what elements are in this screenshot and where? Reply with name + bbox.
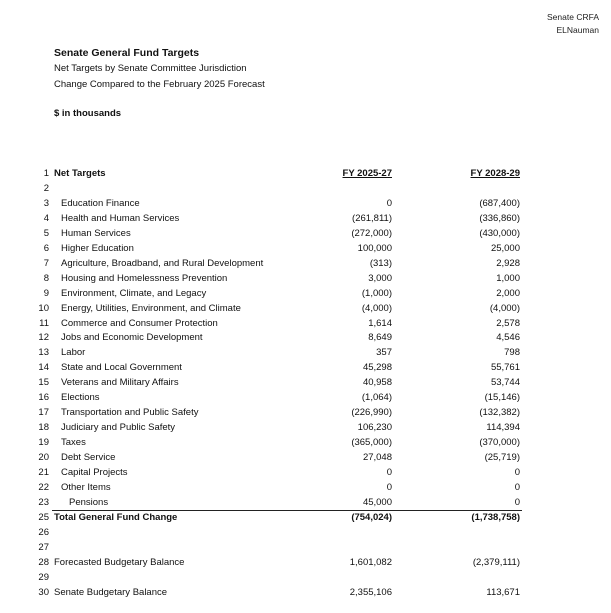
total-rule (52, 510, 522, 511)
row-label: Veterans and Military Affairs (61, 377, 179, 389)
row-number: 10 (38, 302, 49, 314)
table-row (0, 405, 611, 420)
table-row (0, 435, 611, 450)
row-number: 5 (43, 227, 49, 239)
row-number: 7 (43, 257, 49, 269)
value-fy2025-27: 100,000 (357, 242, 392, 254)
value-fy2025-27: 1,601,082 (349, 556, 392, 568)
row-number: 12 (38, 332, 49, 344)
row-label: Transportation and Public Safety (61, 407, 199, 419)
value-fy2028-29: 55,761 (490, 362, 520, 374)
value-fy2028-29: (2,379,111) (472, 556, 520, 568)
table-row (0, 241, 611, 256)
value-fy2025-27: (226,990) (351, 407, 392, 419)
value-fy2028-29: (25,719) (484, 452, 520, 464)
row-number: 25 (38, 511, 49, 523)
value-fy2028-29: (687,400) (479, 197, 520, 209)
value-fy2028-29: 0 (514, 481, 520, 493)
row-label: Forecasted Budgetary Balance (54, 556, 185, 568)
row-number: 14 (38, 362, 49, 374)
value-fy2028-29: (1,738,758) (471, 511, 520, 523)
table-row (0, 181, 611, 196)
row-label: Commerce and Consumer Protection (61, 317, 218, 329)
row-label: Human Services (61, 227, 131, 239)
row-number: 19 (38, 437, 49, 449)
row-label: Net Targets (54, 168, 106, 179)
table-row (0, 226, 611, 241)
row-label: Education Finance (61, 197, 140, 209)
row-label: Debt Service (61, 452, 116, 464)
table-row (0, 360, 611, 375)
document-title: Senate General Fund Targets (54, 47, 200, 59)
table-row (0, 196, 611, 211)
row-number: 4 (43, 212, 49, 224)
table-row (0, 465, 611, 480)
table-row (0, 480, 611, 495)
value-fy2028-29: (15,146) (484, 392, 520, 404)
value-fy2025-27: (4,000) (361, 302, 392, 314)
table-row (0, 510, 611, 525)
table-row (0, 570, 611, 585)
row-number: 6 (43, 242, 49, 254)
column-header-fy2025-27: FY 2025-27 (342, 168, 392, 179)
row-number: 11 (39, 317, 49, 329)
row-number: 8 (43, 272, 49, 284)
value-fy2028-29: 798 (504, 347, 520, 359)
value-fy2028-29: (430,000) (479, 227, 520, 239)
row-number: 20 (38, 452, 49, 464)
value-fy2028-29: 2,578 (496, 317, 520, 329)
row-label: Elections (61, 392, 100, 404)
table-row (0, 390, 611, 405)
row-number: 9 (43, 287, 49, 299)
row-number: 16 (38, 392, 49, 404)
units-label: $ in thousands (54, 108, 122, 119)
value-fy2025-27: (1,064) (361, 392, 392, 404)
table-row (0, 301, 611, 316)
value-fy2025-27: 0 (386, 467, 392, 478)
value-fy2025-27: (365,000) (351, 437, 392, 449)
row-label: Housing and Homelessness Prevention (61, 272, 228, 284)
value-fy2025-27: 2,355,106 (349, 586, 392, 598)
value-fy2025-27: 40,958 (362, 377, 392, 389)
row-number: 1 (43, 168, 49, 179)
row-label: Judiciary and Public Safety (61, 422, 176, 434)
value-fy2028-29: (370,000) (479, 437, 520, 449)
value-fy2025-27: 0 (386, 481, 392, 493)
table-row (0, 450, 611, 465)
row-number: 26 (38, 526, 49, 538)
row-label: Total General Fund Change (54, 511, 178, 523)
value-fy2025-27: 27,048 (362, 452, 392, 464)
row-number: 30 (38, 586, 49, 598)
row-number: 29 (38, 571, 49, 583)
value-fy2025-27: 3,000 (368, 272, 392, 284)
document-subtitle-1: Net Targets by Senate Committee Jurisdiction (54, 63, 247, 74)
row-label: Energy, Utilities, Environment, and Climate (61, 302, 241, 314)
value-fy2025-27: (313) (369, 257, 392, 269)
value-fy2028-29: 2,928 (496, 257, 520, 269)
value-fy2028-29: (336,860) (479, 212, 520, 224)
value-fy2028-29: (4,000) (489, 302, 520, 314)
value-fy2025-27: 8,649 (368, 332, 392, 344)
value-fy2028-29: 53,744 (490, 377, 520, 389)
value-fy2028-29: 25,000 (490, 242, 520, 254)
row-number: 3 (43, 197, 49, 209)
document-subtitle-2: Change Compared to the February 2025 Forecast (54, 78, 265, 90)
value-fy2025-27: 45,000 (362, 496, 392, 508)
table-row (0, 585, 611, 600)
row-number: 15 (38, 377, 49, 389)
table-row (0, 256, 611, 271)
value-fy2025-27: 1,614 (368, 317, 392, 329)
value-fy2028-29: (132,382) (479, 407, 520, 419)
title-block (54, 46, 265, 92)
table-row (0, 286, 611, 301)
row-number: 22 (38, 481, 49, 493)
value-fy2025-27: 357 (376, 347, 392, 359)
table-row (0, 316, 611, 331)
table-row (0, 420, 611, 435)
row-label: Pensions (69, 496, 109, 508)
row-label: Agriculture, Broadband, and Rural Development (61, 257, 264, 269)
value-fy2025-27: (1,000) (361, 287, 392, 299)
row-number: 13 (38, 347, 49, 359)
table-row (0, 166, 611, 181)
table-row (0, 375, 611, 390)
column-header-fy2028-29: FY 2028-29 (470, 168, 520, 179)
table-row (0, 555, 611, 570)
header-author: ELNauman (556, 25, 599, 35)
table-row (0, 540, 611, 555)
table-row (0, 495, 611, 510)
value-fy2025-27: (754,024) (351, 511, 392, 523)
row-label: Jobs and Economic Development (61, 332, 203, 344)
value-fy2025-27: 45,298 (362, 362, 392, 374)
row-number: 21 (38, 467, 49, 478)
row-label: Higher Education (61, 242, 134, 254)
row-label: Taxes (61, 437, 86, 449)
table-row (0, 525, 611, 540)
value-fy2028-29: 0 (514, 467, 520, 478)
value-fy2025-27: (261,811) (352, 212, 392, 224)
value-fy2028-29: 114,394 (486, 422, 520, 434)
header-right (547, 11, 599, 37)
row-number: 27 (38, 541, 49, 553)
row-label: Senate Budgetary Balance (54, 586, 168, 598)
table-row (0, 271, 611, 286)
value-fy2028-29: 113,671 (486, 586, 520, 598)
row-number: 2 (43, 182, 49, 194)
value-fy2028-29: 1,000 (496, 272, 520, 284)
value-fy2028-29: 4,546 (496, 332, 520, 344)
row-label: Environment, Climate, and Legacy (61, 287, 207, 299)
row-label: State and Local Government (61, 362, 182, 374)
row-label: Health and Human Services (61, 212, 180, 224)
value-fy2025-27: 106,230 (357, 422, 392, 434)
value-fy2025-27: 0 (386, 197, 392, 209)
table-row (0, 345, 611, 360)
row-number: 18 (38, 422, 49, 434)
row-label: Capital Projects (61, 467, 128, 478)
row-label: Labor (61, 347, 86, 359)
row-label: Other Items (61, 481, 111, 493)
table-row (0, 330, 611, 345)
row-number: 23 (38, 496, 49, 508)
value-fy2028-29: 2,000 (496, 287, 520, 299)
value-fy2028-29: 0 (514, 496, 520, 508)
row-number: 17 (38, 407, 49, 419)
value-fy2025-27: (272,000) (351, 227, 392, 239)
row-number: 28 (38, 556, 49, 568)
header-agency: Senate CRFA (547, 12, 599, 22)
table-row (0, 211, 611, 226)
